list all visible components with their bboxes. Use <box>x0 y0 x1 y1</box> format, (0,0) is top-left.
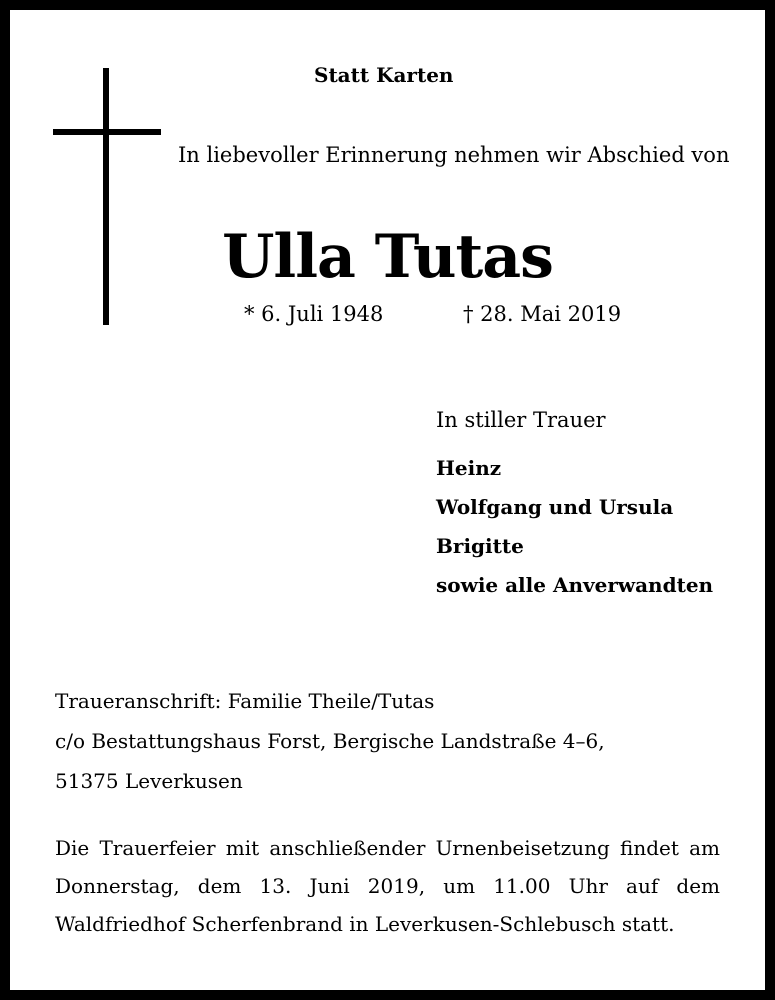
mourning-heading: In stiller Trauer <box>436 408 606 432</box>
mourner-name: Wolfgang und Ursula <box>436 495 674 519</box>
service-announcement: Die Trauerfeier mit anschließender Urnenbeisetzung findet am Donnerstag, dem 13. Juni 2019, um 11.00 Uhr auf dem Waldfriedhof Scherfenbrand in Leverkusen-Schlebusch statt. <box>55 836 720 936</box>
mourner-name: Brigitte <box>436 534 524 558</box>
mourners-list <box>436 453 713 609</box>
cross-horizontal-bar <box>53 129 161 135</box>
intro-text: In liebevoller Erinnerung nehmen wir Abschied von <box>178 143 730 167</box>
mourning-address <box>55 687 605 807</box>
mourner-name: sowie alle Anverwandten <box>436 573 714 597</box>
death-date: † 28. Mai 2019 <box>463 302 622 326</box>
birth-date: * 6. Juli 1948 <box>244 302 384 326</box>
deceased-name: Ulla Tutas <box>222 222 553 292</box>
address-line: 51375 Leverkusen <box>55 769 243 793</box>
address-line: Traueranschrift: Familie Theile/Tutas <box>55 689 435 713</box>
address-line: c/o Bestattungshaus Forst, Bergische Landstraße 4–6, <box>55 729 605 753</box>
notice-header: Statt Karten <box>314 63 454 87</box>
mourner-name: Heinz <box>436 456 502 480</box>
